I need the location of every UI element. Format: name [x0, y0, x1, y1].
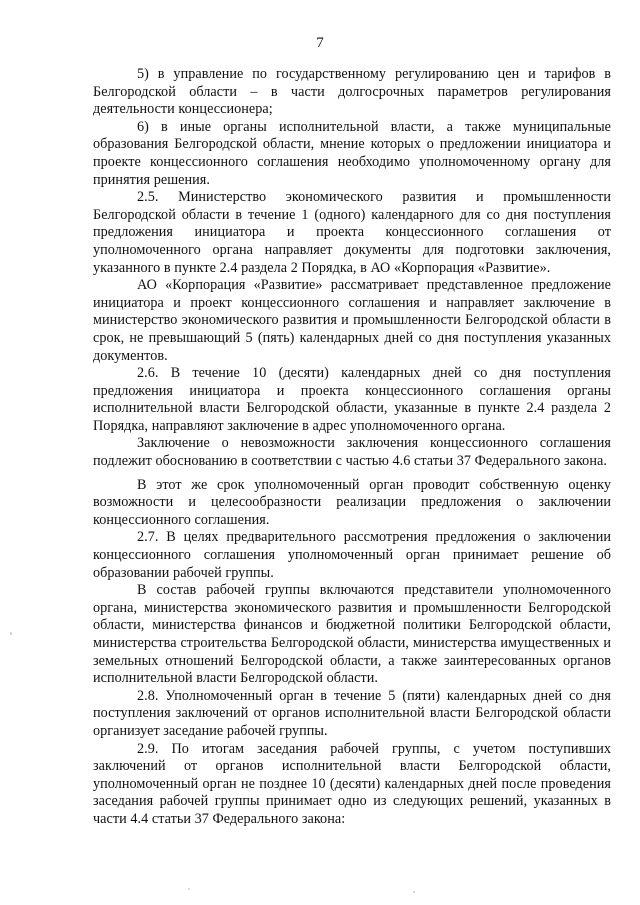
scan-speck	[188, 888, 190, 890]
paragraph-corporation-review: АО «Корпорация «Развитие» рассматривает представленное предложение инициатора и проект концессионного соглашения и направляет заключение в министерство экономического развития и промышленности Белгородской области в срок, не превышающий 5 (пять) календарных дней со дня поступления указанных документов.	[93, 277, 611, 364]
paragraph-2-5: 2.5. Министерство экономического развития и промышленности Белгородской области в течение 1 (одного) календарного для со дня поступления предложения инициатора и проекта концессионного соглашения от уполномоченного органа направляет документы для подготовки заключения, указанного в пункте 2.4 раздела 2 Порядка, в АО «Корпорация «Развитие».	[93, 189, 611, 276]
paragraph-2-7: 2.7. В целях предварительного рассмотрения предложения о заключении концессионного соглашения уполномоченный орган принимает решение об образовании рабочей группы.	[93, 529, 611, 581]
paragraph-2-6: 2.6. В течение 10 (десяти) календарных дней со дня поступления предложения инициатора и проекта концессионного соглашения органы исполнительной власти Белгородской области, указанные в пункте 2.4 раздела 2 Порядка, направляют заключение в адрес уполномоченного органа.	[93, 365, 611, 434]
scan-speck	[10, 632, 12, 635]
page-number: 7	[316, 35, 324, 51]
paragraph-item-5: 5) в управление по государственному регулированию цен и тарифов в Белгородской области – в части долгосрочных параметров регулирования деятельности концессионера;	[93, 66, 611, 118]
paragraph-impossibility-conclusion: Заключение о невозможности заключения концессионного соглашения подлежит обоснованию в соответствии с частью 4.6 статьи 37 Федерального закона.	[93, 435, 611, 470]
paragraph-own-assessment: В этот же срок уполномоченный орган проводит собственную оценку возможности и целесообразности реализации предложения о заключении концессионного соглашения.	[93, 476, 611, 528]
paragraph-item-6: 6) в иные органы исполнительной власти, а также муниципальные образования Белгородской области, мнение которых о предложении инициатора и проекте концессионного соглашения необходимо уполномоченному органу для принятия решения.	[93, 118, 611, 188]
scan-speck	[413, 891, 415, 893]
paragraph-working-group-composition: В состав рабочей группы включаются представители уполномоченного органа, министерства экономического развития и промышленности Белгородской области, министерства финансов и бюджетной политики Белгородской области, министерства строительства Белгородской области, министерства имущественных и земельных отношений Белгородской области, а также заинтересованных органов исполнительной власти Белгородской области.	[93, 582, 611, 687]
paragraph-2-8: 2.8. Уполномоченный орган в течение 5 (пяти) календарных дней со дня поступления заключений от органов исполнительной власти Белгородской области организует заседание рабочей группы.	[93, 687, 611, 739]
document-body	[93, 66, 611, 829]
paragraph-2-9: 2.9. По итогам заседания рабочей группы, с учетом поступивших заключений от органов исполнительной власти Белгородской области, уполномоченный орган не позднее 10 (десяти) календарных дней после проведения заседания рабочей группы принимает одно из следующих решений, указанных в части 4.4 статьи 37 Федерального закона:	[93, 740, 611, 827]
